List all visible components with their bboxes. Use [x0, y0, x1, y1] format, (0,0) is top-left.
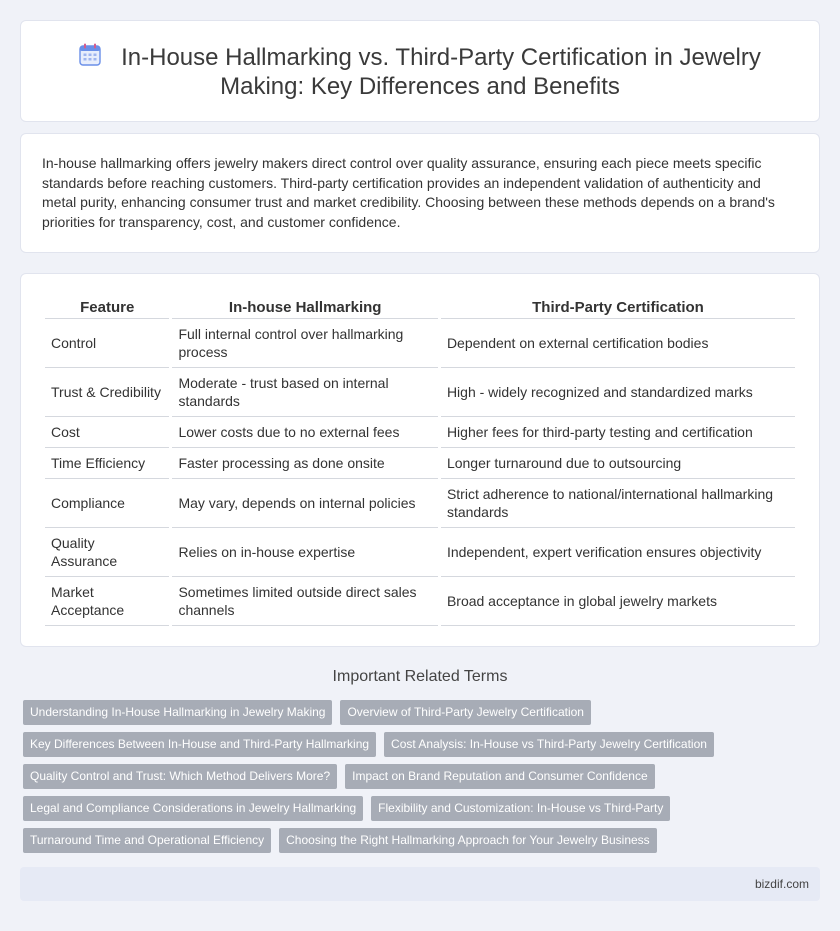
- intro-card: [20, 133, 820, 253]
- footer: [20, 867, 820, 901]
- feature-cell: Compliance: [45, 479, 169, 528]
- in-house-cell: Sometimes limited outside direct sales channels: [172, 577, 437, 626]
- in-house-cell: Moderate - trust based on internal standards: [172, 368, 437, 417]
- feature-cell: Market Acceptance: [45, 577, 169, 626]
- site-name[interactable]: bizdif.com: [754, 877, 809, 891]
- third-party-cell: Dependent on external certification bodies: [441, 319, 795, 368]
- related-term-link[interactable]: Impact on Brand Reputation and Consumer Confidence: [345, 764, 655, 789]
- table-header-row: [45, 297, 795, 319]
- related-term-link[interactable]: Key Differences Between In-House and Third-Party Hallmarking: [23, 732, 376, 757]
- table-row: [45, 577, 795, 626]
- related-term-link[interactable]: Legal and Compliance Considerations in Jewelry Hallmarking: [23, 796, 363, 821]
- feature-cell: Quality Assurance: [45, 528, 169, 577]
- feature-cell: Trust & Credibility: [45, 368, 169, 417]
- in-house-cell: Faster processing as done onsite: [172, 448, 437, 479]
- related-term-link[interactable]: Choosing the Right Hallmarking Approach for Your Jewelry Business: [279, 828, 657, 853]
- third-party-cell: Higher fees for third-party testing and certification: [441, 417, 795, 448]
- intro-paragraph: In-house hallmarking offers jewelry makers direct control over quality assurance, ensuring each piece meets specific standards before reaching customers. Third-party certification provides an independent validation of authenticity and metal purity, enhancing consumer trust and market credibility. Choosing between these methods depends on a brand's priorities for transparency, cost, and customer confidence.: [42, 155, 775, 230]
- title-card: [20, 20, 820, 122]
- title-line-1: In-House Hallmarking vs. Third-Party Certification in Jewelry: [121, 44, 761, 71]
- table-row: [45, 417, 795, 448]
- in-house-cell: Lower costs due to no external fees: [172, 417, 437, 448]
- calendar-icon: [79, 43, 101, 65]
- related-term-link[interactable]: Flexibility and Customization: In-House vs Third-Party: [371, 796, 670, 821]
- table-row: [45, 319, 795, 368]
- third-party-cell: Independent, expert verification ensures objectivity: [441, 528, 795, 577]
- related-term-link[interactable]: Turnaround Time and Operational Efficiency: [23, 828, 271, 853]
- related-terms-heading: Important Related Terms: [332, 668, 508, 685]
- in-house-cell: Relies on in-house expertise: [172, 528, 437, 577]
- related-term-link[interactable]: Understanding In-House Hallmarking in Jewelry Making: [23, 700, 332, 725]
- third-party-cell: Broad acceptance in global jewelry markets: [441, 577, 795, 626]
- in-house-cell: May vary, depends on internal policies: [172, 479, 437, 528]
- feature-cell: Control: [45, 319, 169, 368]
- table-row: [45, 528, 795, 577]
- third-party-cell: Longer turnaround due to outsourcing: [441, 448, 795, 479]
- title-line-2: Making: Key Differences and Benefits: [220, 73, 620, 100]
- in-house-cell: Full internal control over hallmarking process: [172, 319, 437, 368]
- related-term-link[interactable]: Cost Analysis: In-House vs Third-Party Jewelry Certification: [384, 732, 714, 757]
- feature-cell: Cost: [45, 417, 169, 448]
- table-row: [45, 479, 795, 528]
- related-terms-list: [23, 700, 803, 860]
- table-row: [45, 448, 795, 479]
- comparison-table: [42, 297, 798, 626]
- comparison-card: [20, 273, 820, 647]
- related-term-link[interactable]: Overview of Third-Party Jewelry Certification: [340, 700, 591, 725]
- header-in-house: In-house Hallmarking: [172, 297, 437, 319]
- third-party-cell: Strict adherence to national/international hallmarking standards: [441, 479, 795, 528]
- related-term-link[interactable]: Quality Control and Trust: Which Method Delivers More?: [23, 764, 337, 789]
- header-feature: Feature: [45, 297, 169, 319]
- table-row: [45, 368, 795, 417]
- feature-cell: Time Efficiency: [45, 448, 169, 479]
- third-party-cell: High - widely recognized and standardized marks: [441, 368, 795, 417]
- page-title: [21, 43, 819, 101]
- header-third-party: Third-Party Certification: [441, 297, 795, 319]
